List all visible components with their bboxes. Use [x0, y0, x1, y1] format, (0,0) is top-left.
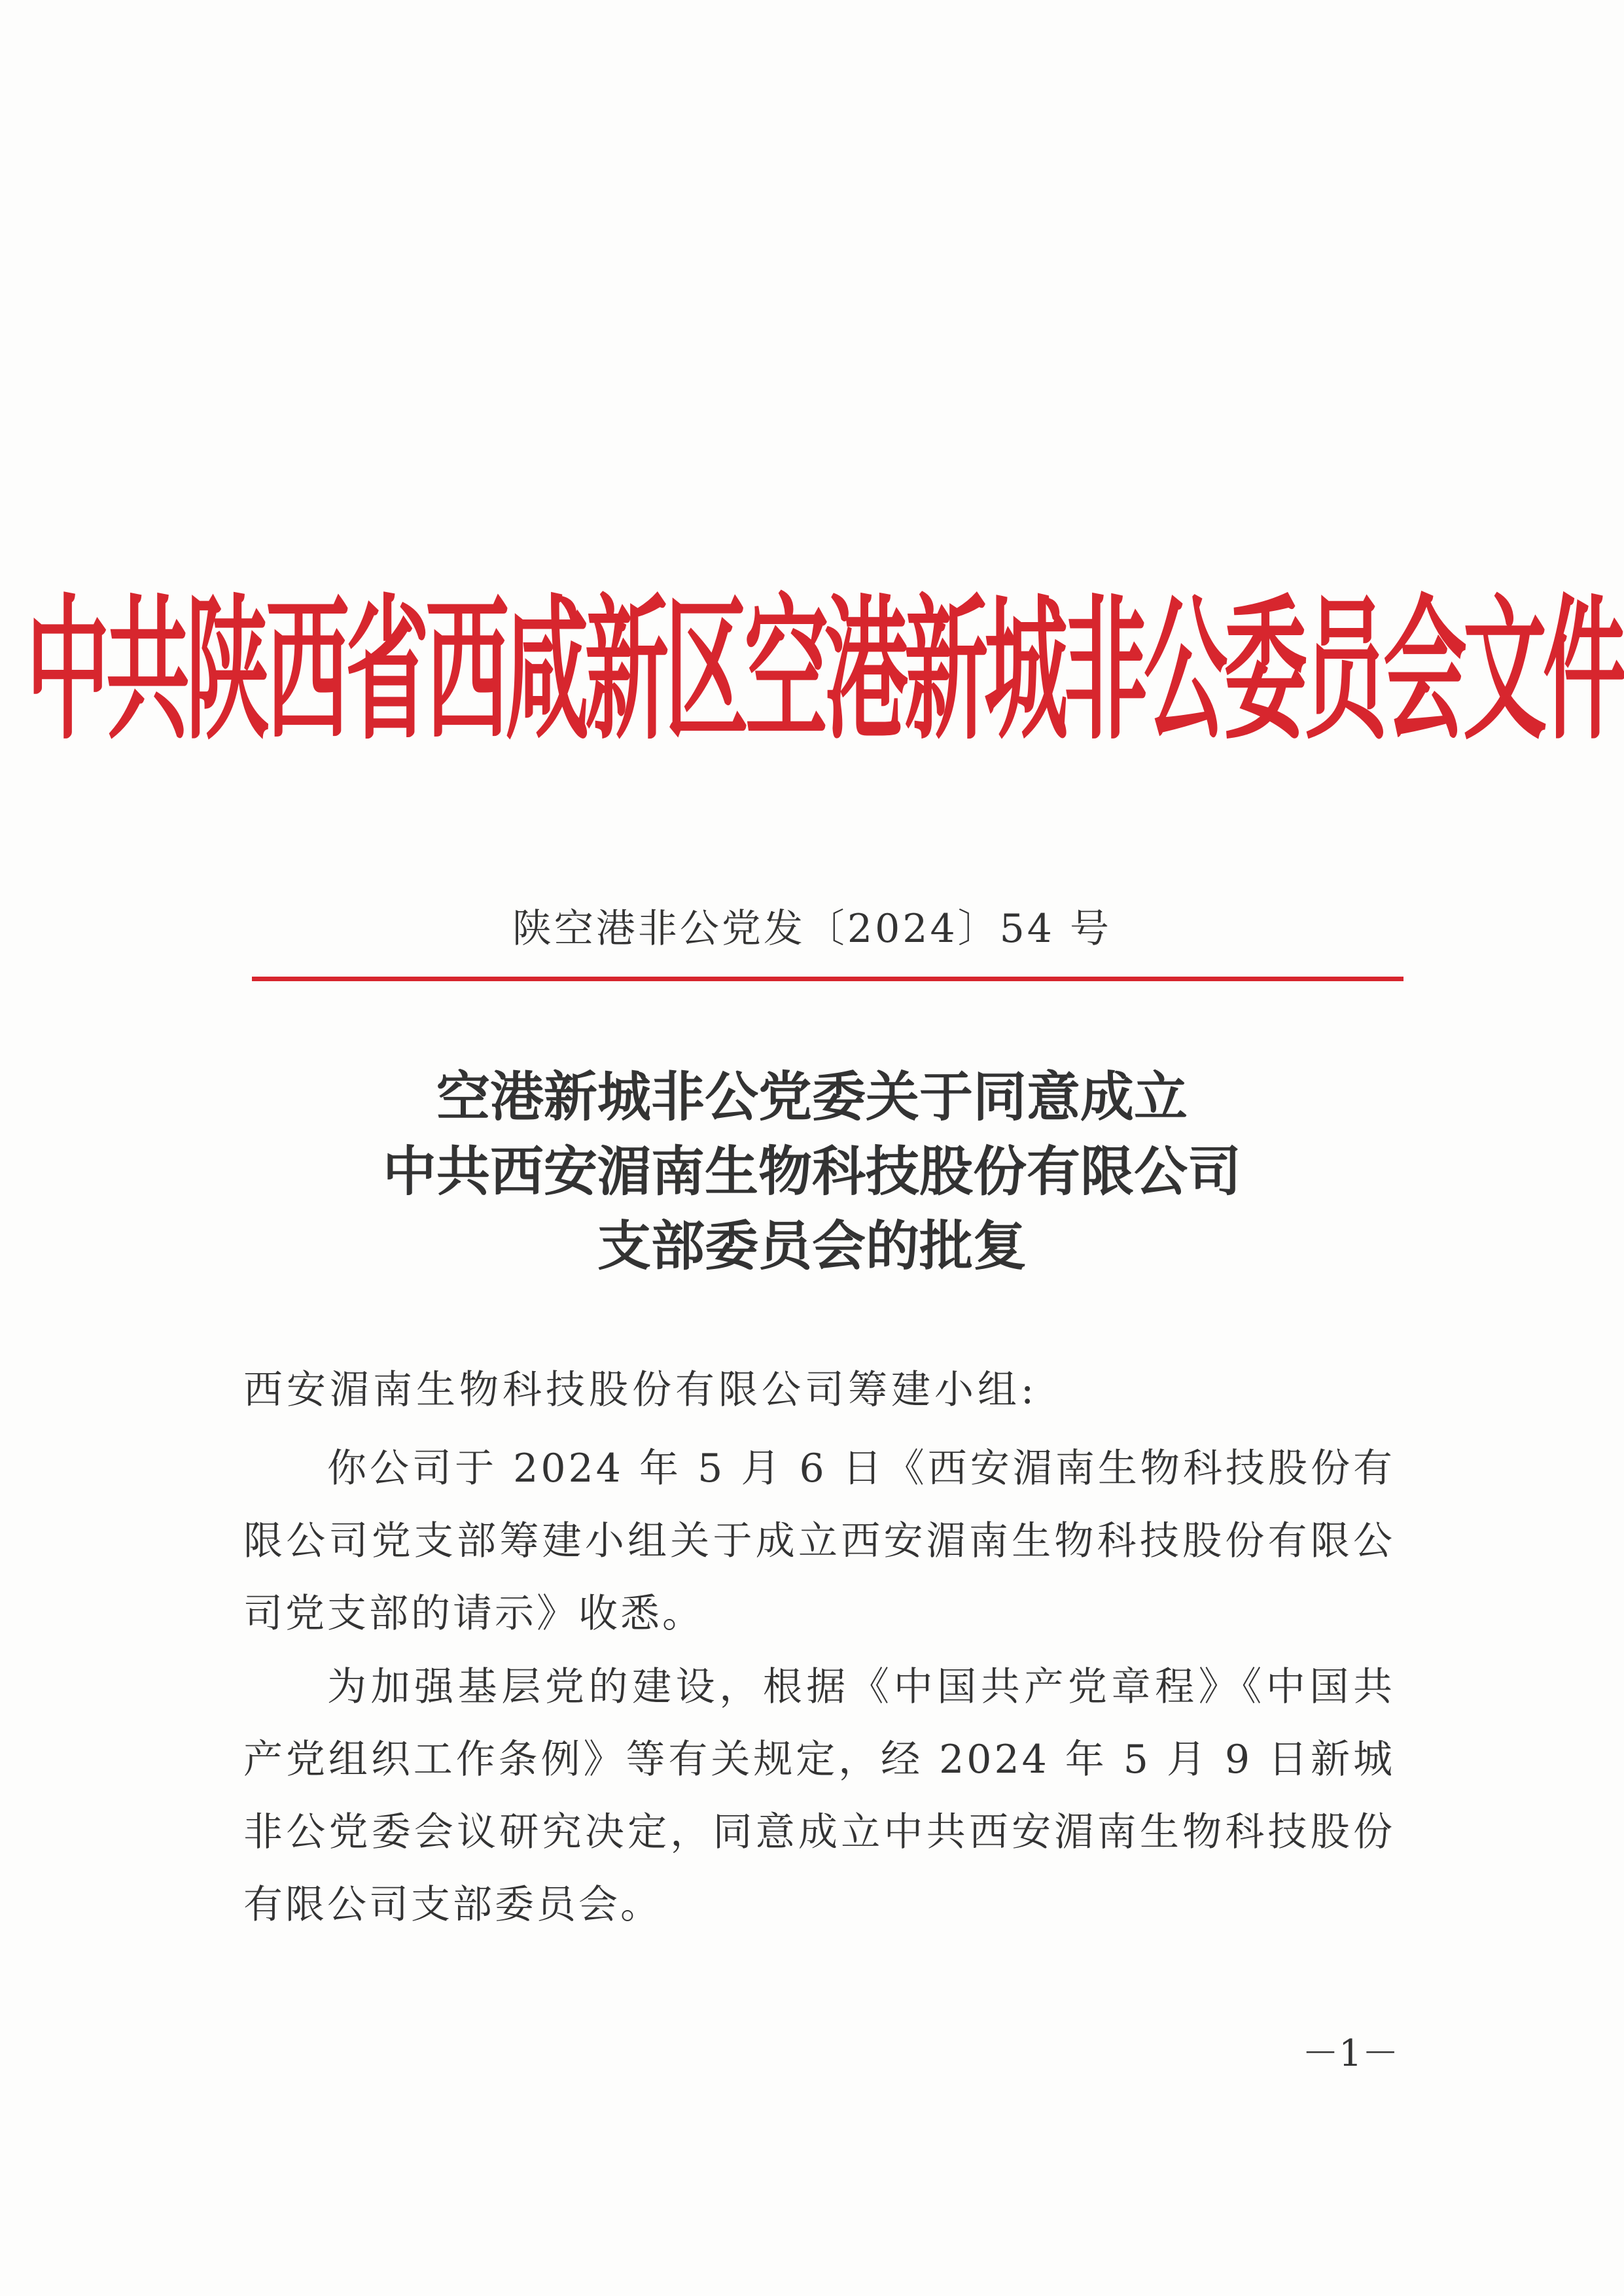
title-line-2: 中共西安湄南生物科技股份有限公司: [382, 1140, 1241, 1203]
salutation: 西安湄南生物科技股份有限公司筹建小组:: [243, 1367, 1038, 1413]
red-separator-line: [252, 977, 1403, 981]
red-header: [26, 563, 1623, 762]
title-line-1: 空港新城非公党委关于同意成立: [436, 1066, 1188, 1128]
body-paragraph: 为加强基层党的建设，根据《中国共产党章程》《中国共产党组织工作条例》等有关规定，经 2024 年 5 月 9 日新城非公党委会议研究决定，同意成立中共西安湄南生物科技股份有限公司支部委员会。: [243, 1664, 1395, 1928]
issuing-organization: 中共陕西省西咸新区空港新城非公委员会文件: [26, 581, 1623, 762]
document-number: 陕空港非公党发〔2024〕54 号: [512, 906, 1112, 952]
title-line-3: 支部委员会的批复: [597, 1215, 1027, 1278]
body-paragraph: 你公司于 2024 年 5 月 6 日《西安湄南生物科技股份有限公司党支部筹建小组关于成立西安湄南生物科技股份有限公司党支部的请示》收悉。: [243, 1446, 1395, 1637]
page-number: －1－: [1302, 2032, 1399, 2075]
document-title: [0, 1060, 1624, 1283]
